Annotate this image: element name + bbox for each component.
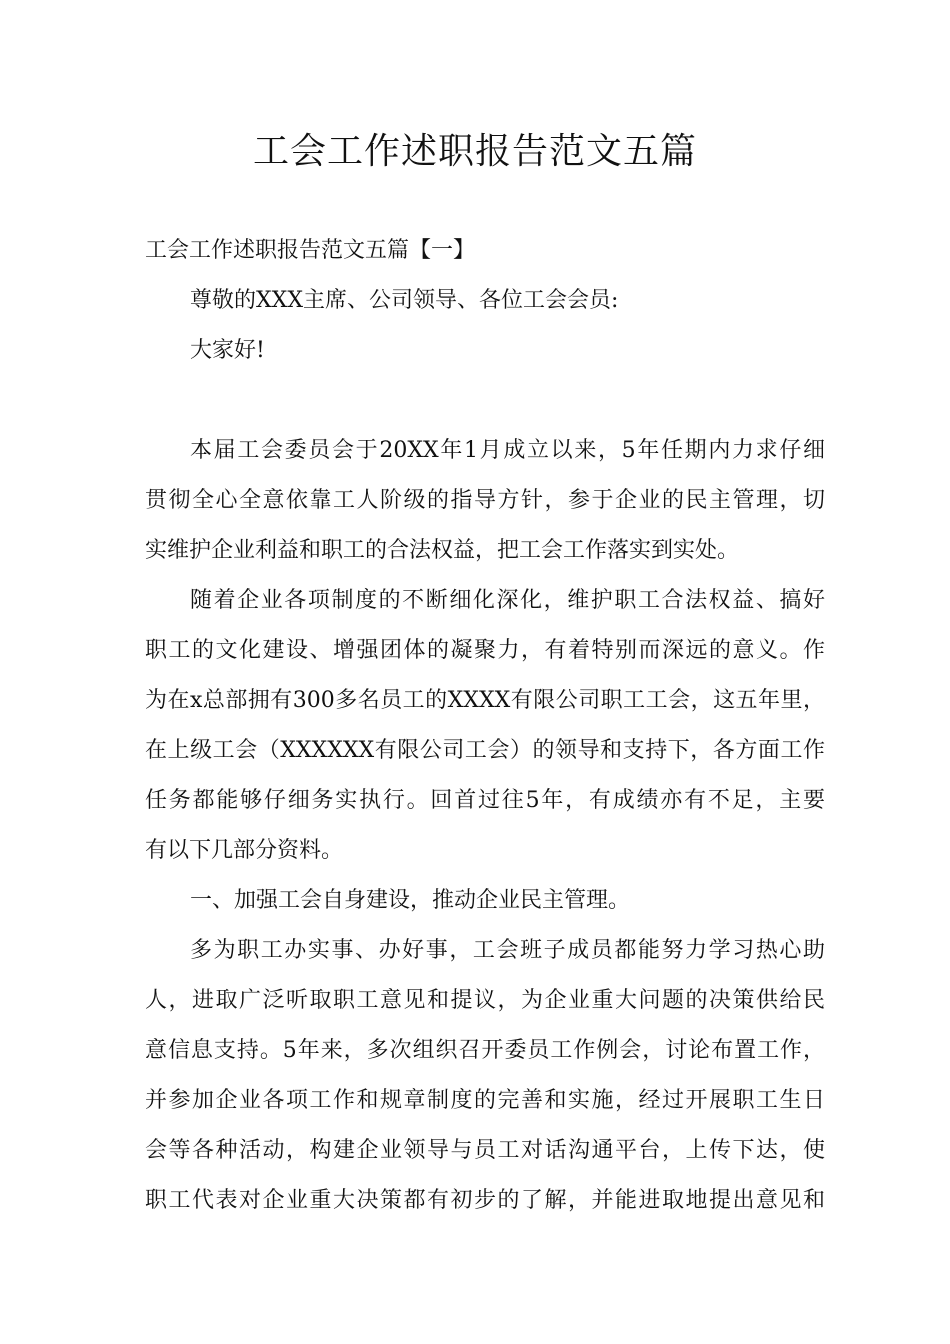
paragraph-line: 任务都能够仔细务实执行。回首过往5年，有成绩亦有不足，主要 — [145, 788, 825, 813]
paragraph-1 — [145, 426, 825, 576]
paragraph-line: 实维护企业利益和职工的合法权益，把工会工作落实到实处。 — [145, 538, 740, 563]
paragraph-line: 并参加企业各项工作和规章制度的完善和实施，经过开展职工生日 — [145, 1088, 825, 1113]
greeting: 大家好! — [190, 338, 265, 363]
paragraph-line: 人，进取广泛听取职工意见和提议，为企业重大问题的决策供给民 — [145, 988, 825, 1013]
paragraph-line: 多为职工办实事、办好事，工会班子成员都能努力学习热心助 — [190, 938, 825, 963]
paragraph-line: 意信息支持。5年来，多次组织召开委员工作例会，讨论布置工作， — [145, 1038, 825, 1063]
salutation: 尊敬的XXX主席、公司领导、各位工会会员: — [190, 288, 619, 313]
paragraph-line: 随着企业各项制度的不断细化深化，维护职工合法权益、搞好 — [190, 588, 825, 613]
paragraph-line: 贯彻全心全意依靠工人阶级的指导方针，参于企业的民主管理，切 — [145, 488, 825, 513]
section-heading: 工会工作述职报告范文五篇【一】 — [145, 238, 476, 263]
paragraph-line: 会等各种活动，构建企业领导与员工对话沟通平台，上传下达，使 — [145, 1138, 825, 1163]
paragraph-line: 职工的文化建设、增强团体的凝聚力，有着特别而深远的意义。作 — [145, 638, 825, 663]
document-body — [145, 226, 825, 1226]
paragraph-line: 有以下几部分资料。 — [145, 838, 344, 863]
paragraph-3 — [145, 926, 825, 1226]
paragraph-line: 在上级工会（XXXXXX有限公司工会）的领导和支持下，各方面工作 — [145, 738, 825, 763]
document-title: 工会工作述职报告范文五篇 — [252, 131, 697, 172]
paragraph-2 — [145, 576, 825, 876]
blank-line — [145, 376, 825, 426]
paragraph-line: 职工代表对企业重大决策都有初步的了解，并能进取地提出意见和 — [145, 1188, 825, 1213]
paragraph-line: 为在x总部拥有300多名员工的XXXX有限公司职工工会，这五年里， — [145, 688, 825, 713]
paragraph-line: 本届工会委员会于20XX年1月成立以来，5年任期内力求仔细 — [190, 438, 825, 463]
section-1-heading: 一、加强工会自身建设，推动企业民主管理。 — [190, 888, 631, 913]
